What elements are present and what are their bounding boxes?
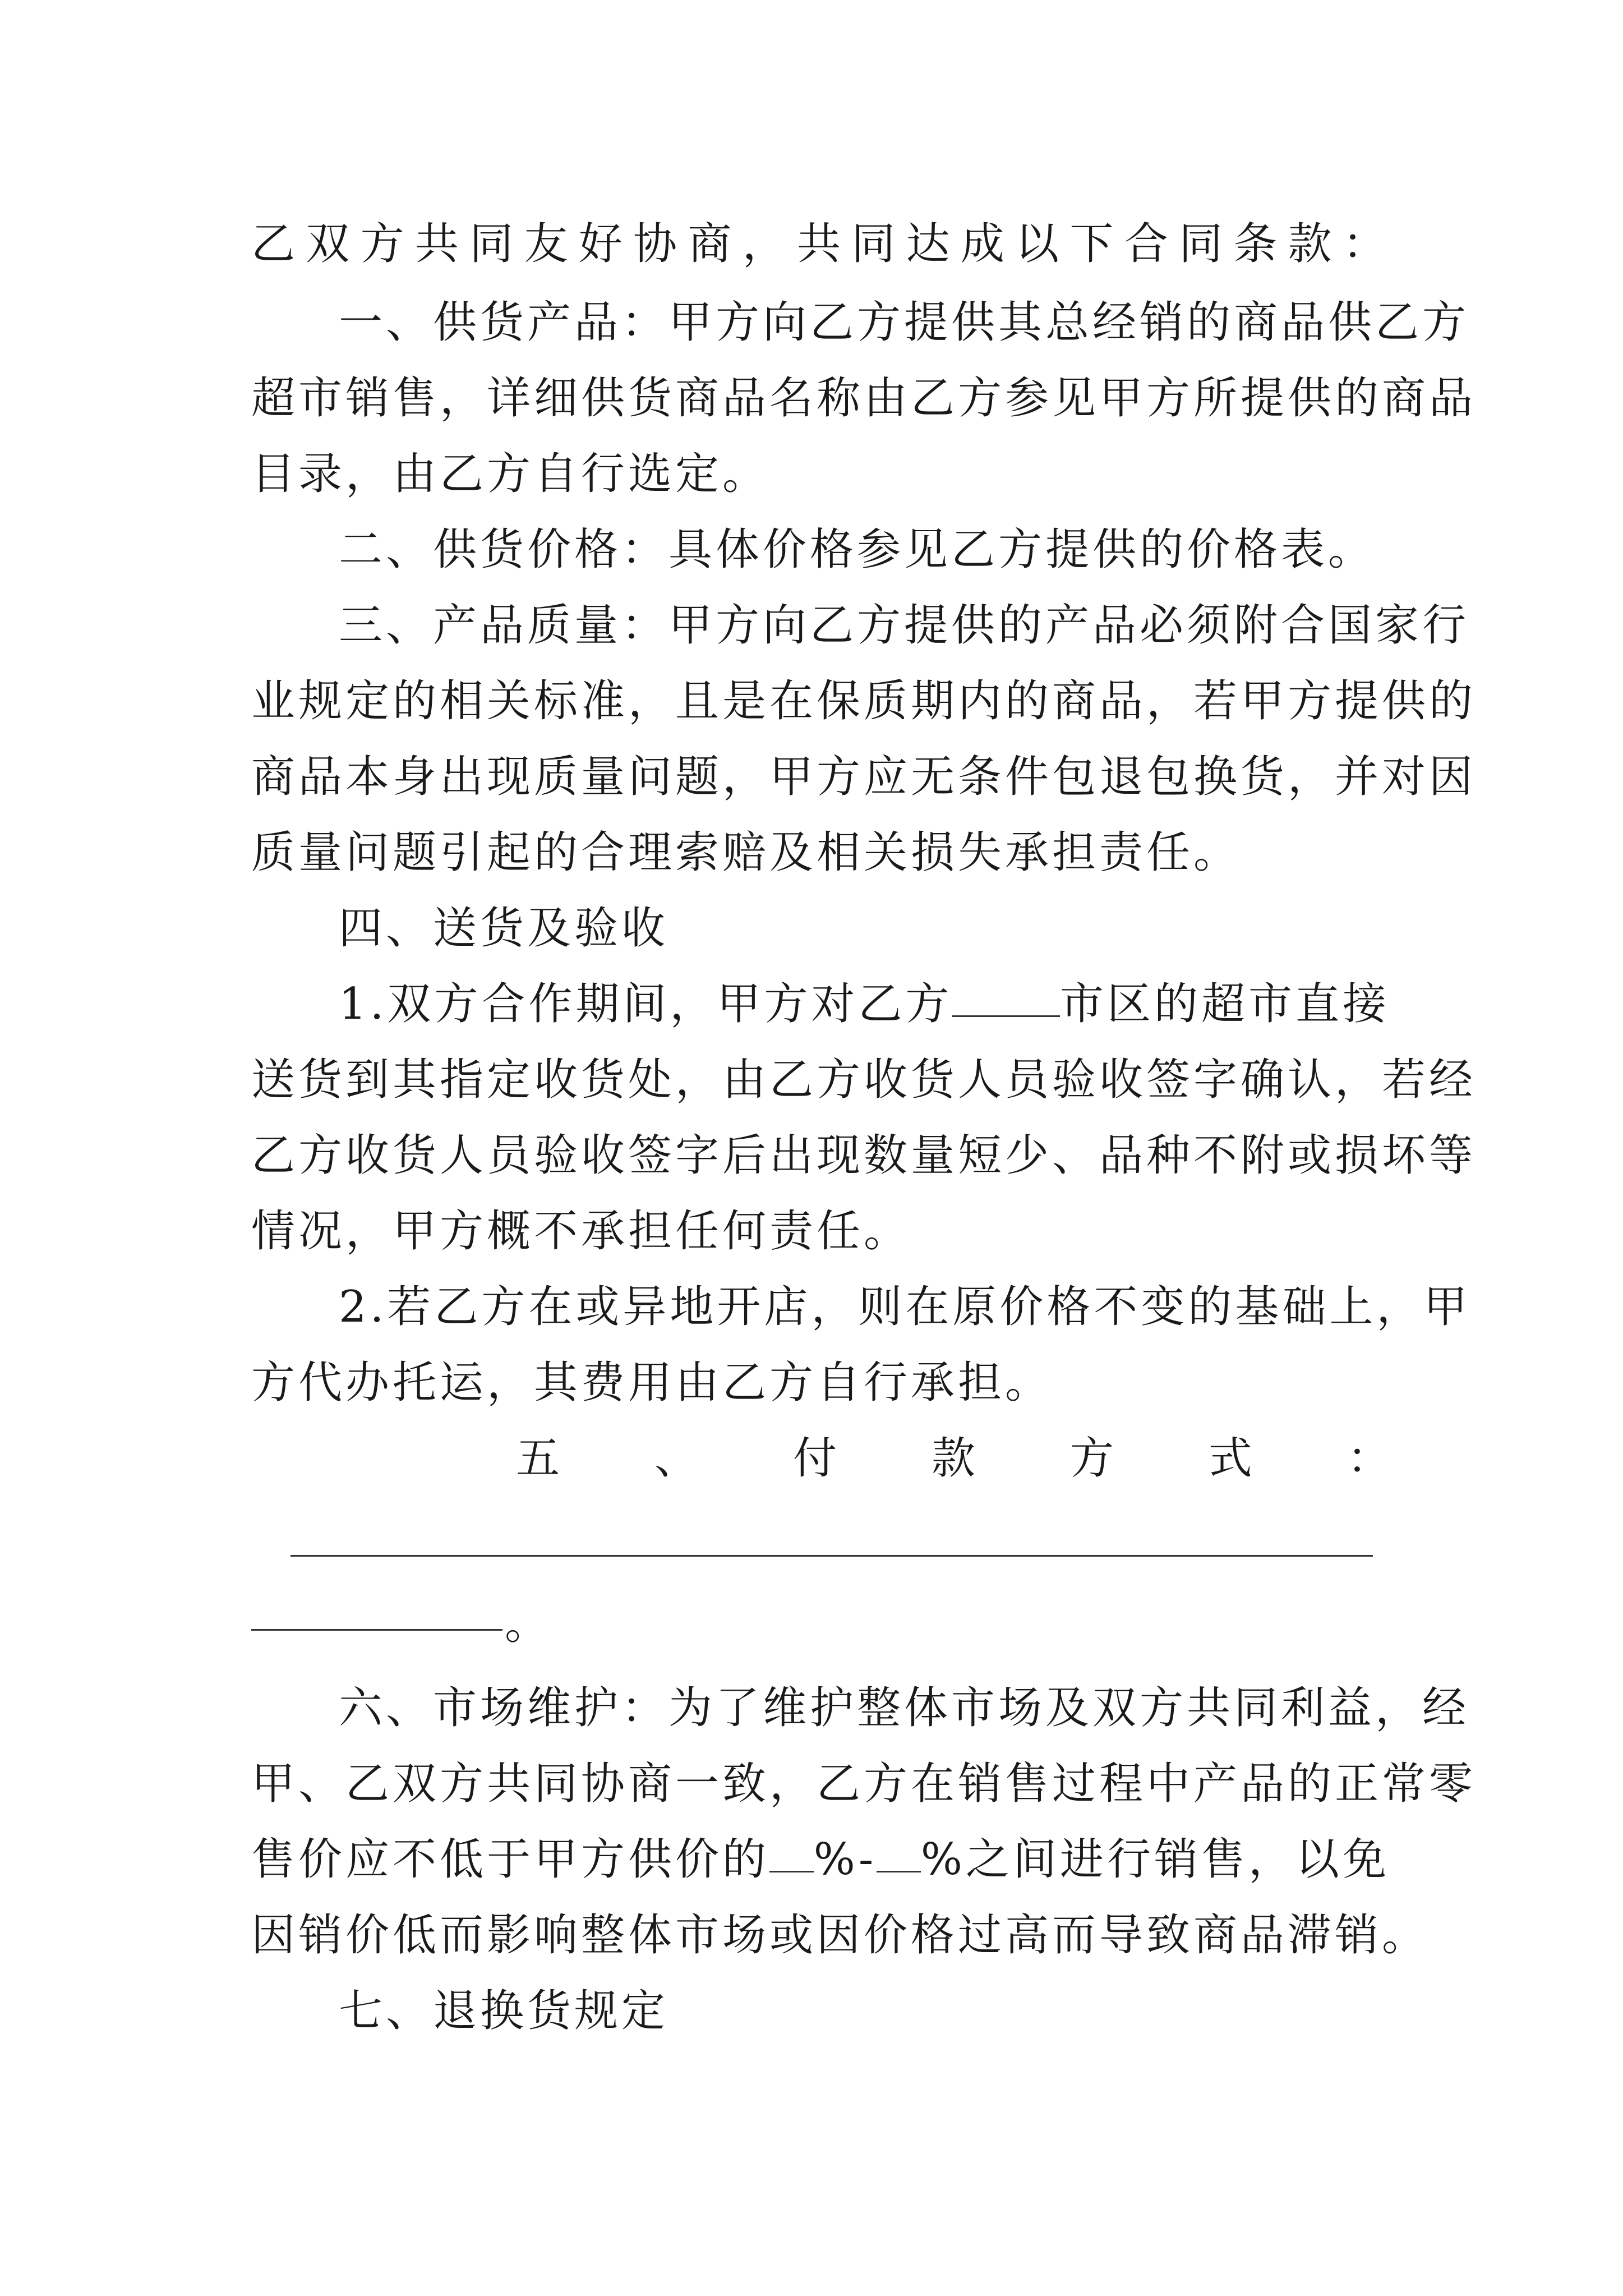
text-segment: %-	[813, 1834, 877, 1885]
heading-char: 方	[1069, 1433, 1114, 1484]
fill-in-blank	[877, 1832, 921, 1872]
paragraph-line: 乙方收货人员验收签字后出现数量短少、品种不附或损坏等	[251, 1130, 1477, 1181]
clause-3-heading-line: 三、产品质量：甲方向乙方提供的产品必须附合国家行	[339, 600, 1470, 651]
clause-4-heading: 四、送货及验收	[339, 903, 669, 954]
clause-7-heading: 七、退换货规定	[339, 1986, 669, 2036]
paragraph-line: 乙双方共同友好协商，共同达成以下合同条款：	[251, 219, 1390, 269]
text-segment: %之间进行销售，以免	[920, 1834, 1390, 1885]
fill-in-blank	[769, 1832, 814, 1872]
paragraph-line: 送货到其指定收货处，由乙方收货人员验收签字确认，若经	[251, 1055, 1477, 1105]
paragraph-line: 情况，甲方概不承担任何责任。	[251, 1206, 911, 1257]
text-segment: 1.双方合作期间，甲方对乙方	[339, 979, 953, 1029]
paragraph-line: 方代办托运，其费用由乙方自行承担。	[251, 1358, 1053, 1408]
paragraph-line-with-blanks	[251, 1832, 1390, 1888]
paragraph-line: 目录，由乙方自行选定。	[251, 449, 770, 499]
clause-4-item-2-line: 2.若乙方在或异地开店，则在原价格不变的基础上，甲	[339, 1282, 1471, 1332]
heading-char: 五	[516, 1433, 560, 1484]
clause-5-heading	[516, 1430, 1391, 1487]
clause-6-heading-line: 六、市场维护：为了维护整体市场及双方共同利益，经	[339, 1683, 1470, 1733]
period-mark: 。	[505, 1599, 552, 1649]
fill-in-blank-line	[291, 1555, 1373, 1557]
paragraph-line: 业规定的相关标准，且是在保质期内的商品，若甲方提供的	[251, 676, 1477, 726]
paragraph-line: 因销价低而影响整体市场或因价格过高而导致商品滞销。	[251, 1910, 1430, 1961]
clause-1-heading-line: 一、供货产品：甲方向乙方提供其总经销的商品供乙方	[339, 297, 1470, 348]
text-segment: 市区的超市直接	[1059, 979, 1390, 1029]
fill-in-blank-line	[251, 1629, 502, 1631]
paragraph-line: 超市销售，详细供货商品名称由乙方参见甲方所提供的商品	[251, 373, 1477, 424]
fill-in-blank	[952, 976, 1060, 1017]
paragraph-line: 甲、乙双方共同协商一致，乙方在销售过程中产品的正常零	[251, 1759, 1477, 1809]
clause-2-line: 二、供货价格：具体价格参见乙方提供的价格表。	[339, 524, 1376, 575]
heading-char: ：	[1347, 1433, 1391, 1484]
clause-4-item-1-line	[339, 976, 1390, 1032]
paragraph-line: 质量问题引起的合理索赔及相关损失承担责任。	[251, 827, 1241, 878]
heading-char: 式	[1208, 1433, 1252, 1484]
heading-char: 、	[654, 1433, 698, 1484]
paragraph-line: 商品本身出现质量问题，甲方应无条件包退包换货，并对因	[251, 752, 1477, 802]
heading-char: 付	[792, 1433, 837, 1484]
text-segment: 售价应不低于甲方供价的	[251, 1834, 770, 1885]
heading-char: 款	[931, 1433, 975, 1484]
